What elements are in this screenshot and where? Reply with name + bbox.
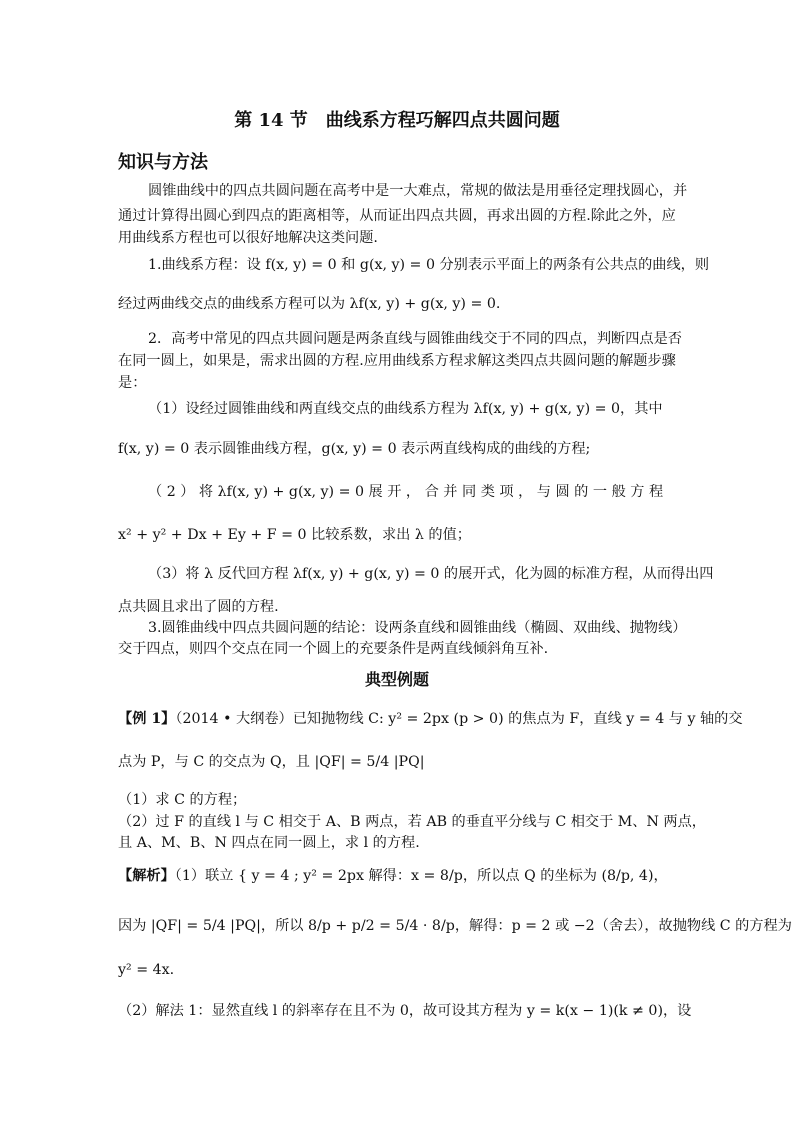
example-line: 且 A、M、B、N 四点在同一圆上，求 l 的方程.	[118, 835, 420, 851]
section-heading-examples: 典型例题	[364, 670, 429, 689]
solution-line: y² = 4x.	[118, 962, 175, 978]
example-line: 点为 P，与 C 的交点为 Q，且 |QF| = 5/4 |PQ|	[118, 754, 425, 770]
example-text: （2014 • 大纲卷）已知抛物线 C: y² = 2px (p > 0) 的焦点为 F，直线 y = 4 与 y 轴的交	[175, 711, 743, 727]
paragraph-line: 在同一圆上，如果是，需求出圆的方程.应用曲线系方程求解这类四点共圆问题的解题步骤	[118, 353, 676, 369]
paragraph-line: （1）设经过圆锥曲线和两直线交点的曲线系方程为 λf(x, y) + g(x, y) = 0，其中	[148, 401, 663, 417]
solution-text: （1）联立 { y = 4 ; y² = 2px 解得：x = 8/p，所以点 Q 的坐标为 (8/p, 4)，	[174, 868, 668, 884]
solution-tag: 【解析】	[118, 868, 175, 884]
paragraph-line: 圆锥曲线中的四点共圆问题在高考中是一大难点，常规的做法是用垂径定理找圆心，并	[148, 183, 688, 199]
paragraph-line: f(x, y) = 0 表示圆锥曲线方程，g(x, y) = 0 表示两直线构成的曲线的方程;	[118, 441, 591, 457]
example-line: （2）过 F 的直线 l 与 C 相交于 A、B 两点，若 AB 的垂直平分线与 C 相交于 M、N 两点，	[118, 814, 706, 830]
section-heading-method: 知识与方法	[118, 152, 208, 173]
paragraph-line: 是：	[118, 375, 147, 391]
paragraph-line: 1.曲线系方程：设 f(x, y) = 0 和 g(x, y) = 0 分别表示平面上的两条有公共点的曲线，则	[148, 257, 710, 273]
paragraph-line: 交于四点，则四个交点在同一个圆上的充要条件是两直线倾斜角互补.	[118, 641, 549, 657]
paragraph-line: 用曲线系方程也可以很好地解决这类问题.	[118, 230, 378, 246]
paragraph-line: 2．高考中常见的四点共圆问题是两条直线与圆锥曲线交于不同的四点，判断四点是否	[148, 331, 682, 347]
paragraph-line: （3）将 λ 反代回方程 λf(x, y) + g(x, y) = 0 的展开式，化为圆的标准方程，从而得出四	[148, 566, 714, 582]
example-line	[118, 709, 743, 729]
paragraph-line: x² + y² + Dx + Ey + F = 0 比较系数，求出 λ 的值；	[118, 527, 471, 543]
paragraph-line: 通过计算得出圆心到四点的距离相等，从而证出四点共圆，再求出圆的方程.除此之外，应	[118, 208, 676, 224]
paragraph-line: 3.圆锥曲线中四点共圆问题的结论：设两条直线和圆锥曲线（椭圆、双曲线、抛物线）	[148, 620, 687, 636]
paragraph-line: 点共圆且求出了圆的方程.	[118, 599, 279, 615]
solution-line: （2）解法 1：显然直线 l 的斜率存在且不为 0，故可设其方程为 y = k(x − 1)(k ≠ 0)，设	[118, 1003, 692, 1019]
paragraph-line: （ 2 ） 将 λf(x, y) + g(x, y) = 0 展 开 ， 合 并 同 类 项 ， 与 圆 的 一 般 方 程	[148, 484, 664, 500]
example-tag: 【例 1】	[118, 711, 176, 727]
solution-line	[118, 866, 678, 886]
paragraph-line: 经过两曲线交点的曲线系方程可以为 λf(x, y) + g(x, y) = 0.	[118, 296, 501, 312]
solution-line: 因为 |QF| = 5/4 |PQ|，所以 8/p + p/2 = 5/4 · 8/p，解得：p = 2 或 −2（舍去），故抛物线 C 的方程为	[118, 918, 792, 934]
page-title: 第 14 节 曲线系方程巧解四点共圆问题	[234, 110, 560, 131]
example-line: （1）求 C 的方程；	[118, 792, 247, 808]
